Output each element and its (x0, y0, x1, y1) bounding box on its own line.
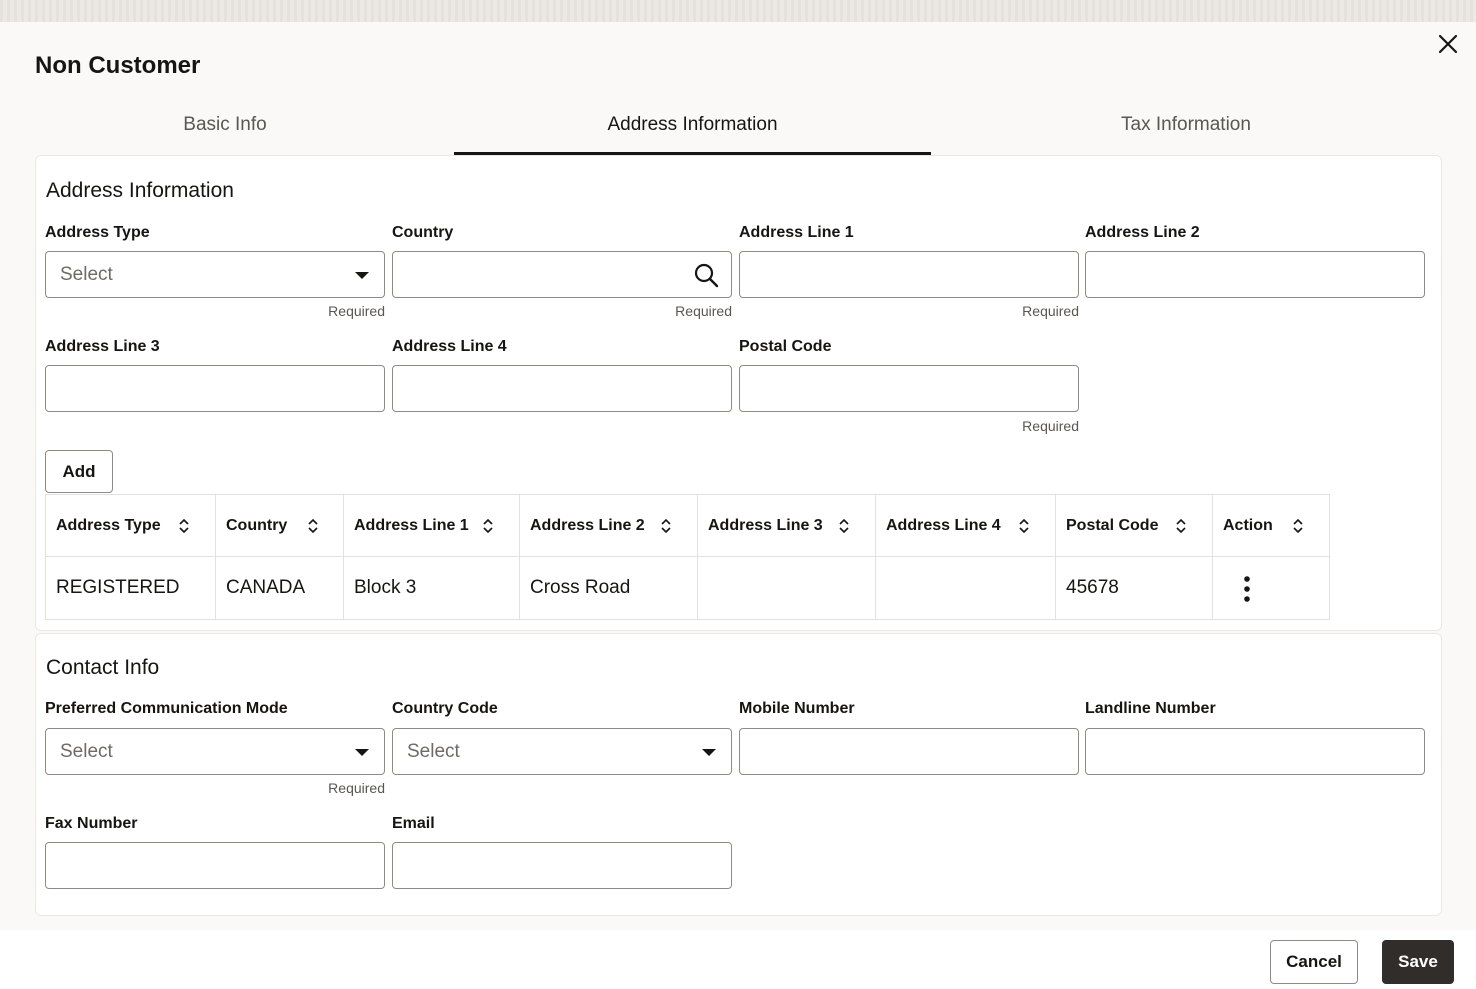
required-hint: Required (328, 780, 385, 796)
sort-icon[interactable] (178, 518, 190, 534)
required-hint: Required (1022, 418, 1079, 434)
save-button[interactable]: Save (1382, 940, 1454, 984)
label-address-line-3: Address Line 3 (45, 338, 160, 355)
cancel-button[interactable]: Cancel (1270, 940, 1358, 984)
label-country-code: Country Code (392, 700, 498, 717)
sort-icon[interactable] (1175, 518, 1187, 534)
cell-country: CANADA (216, 557, 344, 620)
address-line-2-input[interactable] (1085, 251, 1425, 298)
fax-number-input[interactable] (45, 842, 385, 889)
country-code-select[interactable] (392, 728, 732, 775)
tab-tax-information[interactable]: Tax Information (1121, 114, 1251, 135)
column-header[interactable]: Address Type (46, 495, 216, 557)
cell-address-line-3 (698, 557, 876, 620)
label-mobile-number: Mobile Number (739, 700, 855, 717)
column-header[interactable]: Postal Code (1056, 495, 1213, 557)
table-row (46, 557, 1330, 620)
contact-info-panel (35, 633, 1442, 916)
background-strip (0, 0, 1476, 22)
cell-action (1213, 557, 1330, 620)
cell-postal-code: 45678 (1056, 557, 1213, 620)
country-input[interactable] (392, 251, 732, 298)
label-postal-code: Postal Code (739, 338, 832, 355)
column-header[interactable]: Address Line 2 (520, 495, 698, 557)
label-address-type: Address Type (45, 224, 150, 241)
cell-address-line-2: Cross Road (520, 557, 698, 620)
tab-bar (0, 110, 1476, 156)
non-customer-dialog (0, 22, 1476, 989)
chevron-down-icon (355, 272, 369, 279)
column-header[interactable]: Country (216, 495, 344, 557)
cell-address-type: REGISTERED (46, 557, 216, 620)
preferred-mode-value: Select (60, 741, 113, 762)
landline-number-input[interactable] (1085, 728, 1425, 775)
close-icon[interactable] (1436, 32, 1460, 56)
table-header-row (46, 495, 1330, 557)
label-address-line-4: Address Line 4 (392, 338, 507, 355)
search-icon[interactable] (693, 262, 719, 288)
sort-icon[interactable] (307, 518, 319, 534)
tab-address-information[interactable]: Address Information (454, 110, 931, 156)
sort-icon[interactable] (838, 518, 850, 534)
chevron-down-icon (702, 749, 716, 756)
address-type-value: Select (60, 264, 113, 285)
cell-address-line-4 (876, 557, 1056, 620)
country-code-value: Select (407, 741, 460, 762)
dialog-footer (0, 930, 1476, 989)
required-hint: Required (675, 303, 732, 319)
label-email: Email (392, 815, 435, 832)
address-line-3-input[interactable] (45, 365, 385, 412)
chevron-down-icon (355, 749, 369, 756)
address-line-4-input[interactable] (392, 365, 732, 412)
column-header[interactable]: Address Line 1 (344, 495, 520, 557)
sort-icon[interactable] (482, 518, 494, 534)
required-hint: Required (1022, 303, 1079, 319)
mobile-number-input[interactable] (739, 728, 1079, 775)
postal-code-input[interactable] (739, 365, 1079, 412)
address-table (45, 494, 1330, 620)
tab-basic-info[interactable]: Basic Info (183, 114, 267, 135)
column-header[interactable]: Address Line 4 (876, 495, 1056, 557)
label-fax-number: Fax Number (45, 815, 138, 832)
label-preferred-communication-mode: Preferred Communication Mode (45, 700, 288, 717)
column-header[interactable]: Address Line 3 (698, 495, 876, 557)
address-line-1-input[interactable] (739, 251, 1079, 298)
more-vertical-icon[interactable] (1237, 574, 1257, 604)
cell-address-line-1: Block 3 (344, 557, 520, 620)
section-title-contact: Contact Info (46, 656, 160, 679)
section-title-address: Address Information (46, 179, 234, 202)
address-information-panel (35, 155, 1442, 631)
required-hint: Required (328, 303, 385, 319)
label-country: Country (392, 224, 454, 241)
dialog-title: Non Customer (35, 52, 201, 79)
preferred-communication-mode-select[interactable] (45, 728, 385, 775)
sort-icon[interactable] (1018, 518, 1030, 534)
address-type-select[interactable] (45, 251, 385, 298)
add-address-button[interactable]: Add (45, 450, 113, 493)
label-landline-number: Landline Number (1085, 700, 1216, 717)
label-address-line-1: Address Line 1 (739, 224, 854, 241)
label-address-line-2: Address Line 2 (1085, 224, 1200, 241)
email-input[interactable] (392, 842, 732, 889)
sort-icon[interactable] (1292, 518, 1304, 534)
column-header[interactable]: Action (1213, 495, 1330, 557)
sort-icon[interactable] (660, 518, 672, 534)
